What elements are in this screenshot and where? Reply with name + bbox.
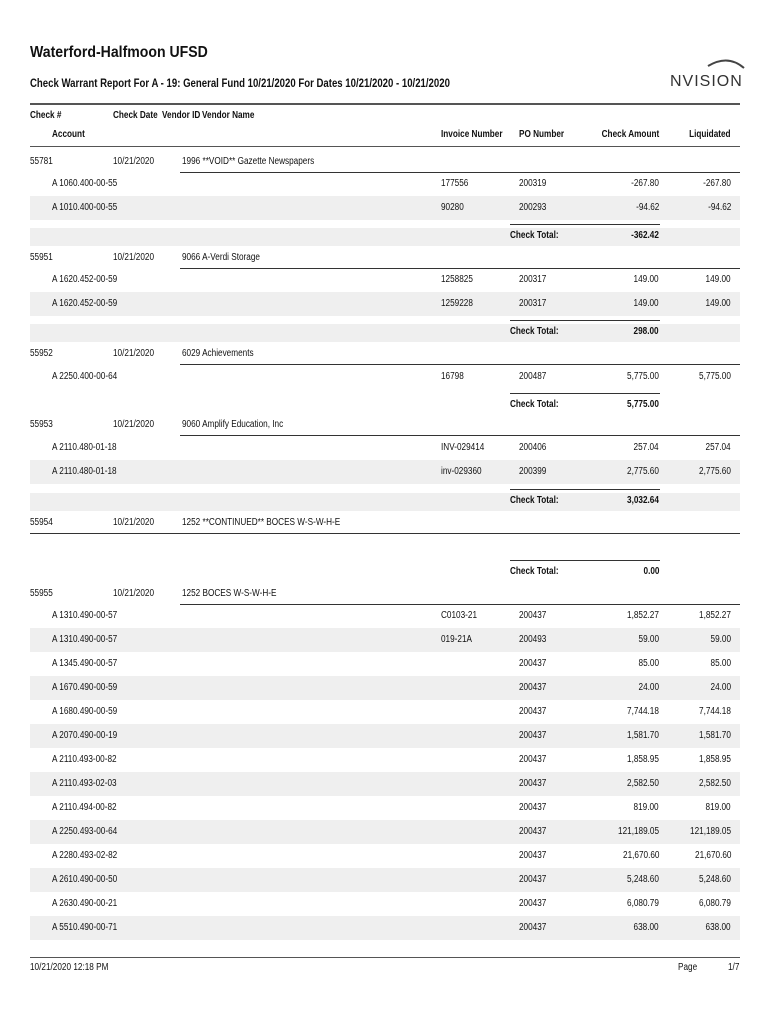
check-header (30, 246, 740, 270)
account-code: A 2250.400-00-64 (52, 371, 118, 382)
header-divider (30, 103, 740, 105)
vendor-name: 1252 BOCES W-S-W-H-E (182, 588, 277, 599)
liquidated-amount: 59.00 (710, 634, 731, 645)
check-date: 10/21/2020 (113, 156, 155, 167)
check-total-row (30, 224, 740, 248)
check-header (30, 342, 740, 366)
account-code: A 1310.490-00-57 (52, 634, 118, 645)
liquidated-amount: 149.00 (705, 298, 731, 309)
logo-text: NVISION (670, 73, 743, 90)
account-code: A 2110.493-00-82 (52, 754, 117, 765)
liquidated-amount: 1,858.95 (699, 754, 731, 765)
line-item-row (30, 676, 740, 700)
line-item-row (30, 892, 740, 916)
line-item-row (30, 652, 740, 676)
check-header (30, 413, 740, 437)
check-amount: 257.04 (633, 442, 659, 453)
liquidated-amount: 5,248.60 (699, 874, 731, 885)
check-amount: 149.00 (633, 274, 659, 285)
liquidated-amount: 2,775.60 (699, 466, 731, 477)
check-total-value: 5,775.00 (627, 399, 659, 410)
report-title: Waterford-Halfmoon UFSD (30, 44, 208, 61)
col-liquidated: Liquidated (689, 129, 731, 140)
check-amount: 7,744.18 (627, 706, 659, 717)
line-item-row (30, 796, 740, 820)
po-number: 200437 (519, 658, 547, 669)
account-code: A 1620.452-00-59 (52, 274, 118, 285)
invoice-number: C0103-21 (441, 610, 478, 621)
po-number: 200399 (519, 466, 547, 477)
check-divider (30, 533, 740, 534)
po-number: 200319 (519, 178, 547, 189)
line-item-row (30, 868, 740, 892)
account-code: A 2070.490-00-19 (52, 730, 118, 741)
check-number: 55953 (30, 419, 53, 430)
liquidated-amount: 24.00 (710, 682, 731, 693)
account-code: A 1010.400-00-55 (52, 202, 118, 213)
vendor-name: 9060 Amplify Education, Inc (182, 419, 284, 430)
invoice-number: inv-029360 (441, 466, 482, 477)
po-number: 200437 (519, 874, 547, 885)
check-amount: 2,775.60 (627, 466, 659, 477)
check-total-row (30, 489, 740, 513)
line-item-row (30, 172, 740, 196)
check-header (30, 150, 740, 174)
liquidated-amount: 2,582.50 (699, 778, 731, 789)
vendor-name: 1996 **VOID** Gazette Newspapers (182, 156, 315, 167)
check-total-value: 0.00 (643, 566, 659, 577)
po-number: 200437 (519, 730, 547, 741)
account-code: A 2110.480-01-18 (52, 466, 117, 477)
line-item-row (30, 292, 740, 316)
liquidated-amount: 85.00 (710, 658, 731, 669)
check-amount: 85.00 (638, 658, 659, 669)
check-amount: -267.80 (631, 178, 659, 189)
account-code: A 2630.490-00-21 (52, 898, 118, 909)
check-header (30, 511, 740, 535)
col-invoice: Invoice Number (441, 129, 503, 140)
account-code: A 1680.490-00-59 (52, 706, 118, 717)
po-number: 200437 (519, 778, 547, 789)
invoice-number: INV-029414 (441, 442, 485, 453)
check-amount: 59.00 (638, 634, 659, 645)
invoice-number: 16798 (441, 371, 464, 382)
check-amount: 21,670.60 (622, 850, 659, 861)
footer-page-label: Page (678, 962, 698, 973)
check-total-value: 3,032.64 (627, 495, 659, 506)
check-number: 55952 (30, 348, 53, 359)
po-number: 200437 (519, 754, 547, 765)
liquidated-amount: 5,775.00 (699, 371, 731, 382)
liquidated-amount: 638.00 (705, 922, 731, 933)
account-code: A 1670.490-00-59 (52, 682, 118, 693)
col-check-no: Check # (30, 110, 62, 121)
liquidated-amount: -267.80 (703, 178, 731, 189)
account-code: A 2110.493-02-03 (52, 778, 117, 789)
vendor-name: 1252 **CONTINUED** BOCES W-S-W-H-E (182, 517, 341, 528)
footer-divider (30, 957, 740, 958)
po-number: 200437 (519, 706, 547, 717)
liquidated-amount: 257.04 (705, 442, 731, 453)
check-number: 55951 (30, 252, 53, 263)
line-item-row (30, 844, 740, 868)
check-total-label: Check Total: (510, 326, 559, 337)
check-date: 10/21/2020 (113, 419, 155, 430)
vendor-name: 9066 A-Verdi Storage (182, 252, 260, 263)
line-item-row (30, 700, 740, 724)
check-total-label: Check Total: (510, 399, 559, 410)
check-amount: 121,189.05 (617, 826, 659, 837)
check-total-value: -362.42 (631, 230, 659, 241)
check-amount: 1,858.95 (627, 754, 659, 765)
account-code: A 5510.490-00-71 (52, 922, 118, 933)
liquidated-amount: 6,080.79 (699, 898, 731, 909)
check-amount: -94.62 (635, 202, 659, 213)
check-date: 10/21/2020 (113, 588, 155, 599)
po-number: 200293 (519, 202, 547, 213)
check-amount: 1,581.70 (627, 730, 659, 741)
liquidated-amount: 149.00 (705, 274, 731, 285)
col-po: PO Number (519, 129, 565, 140)
line-item-row (30, 460, 740, 484)
po-number: 200487 (519, 371, 547, 382)
footer-timestamp: 10/21/2020 12:18 PM (30, 962, 109, 973)
invoice-number: 1259228 (441, 298, 473, 309)
account-code: A 1060.400-00-55 (52, 178, 118, 189)
report-subtitle: Check Warrant Report For A - 19: General Fund 10/21/2020 For Dates 10/21/2020 - 10/21/2020 (30, 76, 450, 90)
po-number: 200437 (519, 682, 547, 693)
check-number: 55955 (30, 588, 53, 599)
line-item-row (30, 604, 740, 628)
check-total-row (30, 560, 740, 584)
nvision-logo (668, 54, 748, 94)
check-date: 10/21/2020 (113, 517, 155, 528)
col-amount: Check Amount (601, 129, 659, 140)
po-number: 200437 (519, 898, 547, 909)
po-number: 200493 (519, 634, 547, 645)
check-date: 10/21/2020 (113, 348, 155, 359)
check-amount: 149.00 (633, 298, 659, 309)
liquidated-amount: -94.62 (707, 202, 731, 213)
line-item-row (30, 365, 740, 389)
col-vendor-name: Vendor Name (202, 110, 255, 121)
account-code: A 1620.452-00-59 (52, 298, 118, 309)
check-total-label: Check Total: (510, 495, 559, 506)
line-item-row (30, 436, 740, 460)
liquidated-amount: 819.00 (705, 802, 731, 813)
account-code: A 1310.490-00-57 (52, 610, 118, 621)
columns-divider (30, 146, 740, 147)
invoice-number: 177556 (441, 178, 469, 189)
check-amount: 5,775.00 (627, 371, 659, 382)
check-total-row (30, 320, 740, 344)
check-amount: 819.00 (633, 802, 659, 813)
check-amount: 24.00 (638, 682, 659, 693)
check-amount: 6,080.79 (627, 898, 659, 909)
line-item-row (30, 748, 740, 772)
check-number: 55954 (30, 517, 53, 528)
col-check-date: Check Date (113, 110, 158, 121)
liquidated-amount: 7,744.18 (699, 706, 731, 717)
po-number: 200437 (519, 802, 547, 813)
po-number: 200437 (519, 850, 547, 861)
check-amount: 638.00 (633, 922, 659, 933)
po-number: 200437 (519, 922, 547, 933)
footer-page-number: 1/7 (728, 962, 740, 973)
line-item-row (30, 268, 740, 292)
check-header (30, 582, 740, 606)
liquidated-amount: 1,852.27 (699, 610, 731, 621)
check-amount: 1,852.27 (627, 610, 659, 621)
check-number: 55781 (30, 156, 53, 167)
vendor-name: 6029 Achievements (182, 348, 254, 359)
liquidated-amount: 121,189.05 (689, 826, 731, 837)
check-amount: 5,248.60 (627, 874, 659, 885)
line-item-row (30, 916, 740, 940)
check-total-value: 298.00 (633, 326, 659, 337)
po-number: 200317 (519, 298, 547, 309)
line-item-row (30, 772, 740, 796)
check-total-label: Check Total: (510, 566, 559, 577)
po-number: 200317 (519, 274, 547, 285)
account-code: A 2610.490-00-50 (52, 874, 118, 885)
account-code: A 2280.493-02-82 (52, 850, 118, 861)
check-amount: 2,582.50 (627, 778, 659, 789)
col-vendor-id: Vendor ID (162, 110, 201, 121)
po-number: 200437 (519, 610, 547, 621)
liquidated-amount: 21,670.60 (694, 850, 731, 861)
account-code: A 2250.493-00-64 (52, 826, 118, 837)
liquidated-amount: 1,581.70 (699, 730, 731, 741)
line-item-row (30, 724, 740, 748)
line-item-row (30, 820, 740, 844)
col-account: Account (52, 129, 85, 140)
invoice-number: 1258825 (441, 274, 473, 285)
invoice-number: 019-21A (441, 634, 473, 645)
check-date: 10/21/2020 (113, 252, 155, 263)
account-code: A 1345.490-00-57 (52, 658, 118, 669)
invoice-number: 90280 (441, 202, 464, 213)
account-code: A 2110.480-01-18 (52, 442, 117, 453)
line-item-row (30, 628, 740, 652)
po-number: 200437 (519, 826, 547, 837)
line-item-row (30, 196, 740, 220)
check-total-label: Check Total: (510, 230, 559, 241)
po-number: 200406 (519, 442, 547, 453)
account-code: A 2110.494-00-82 (52, 802, 117, 813)
